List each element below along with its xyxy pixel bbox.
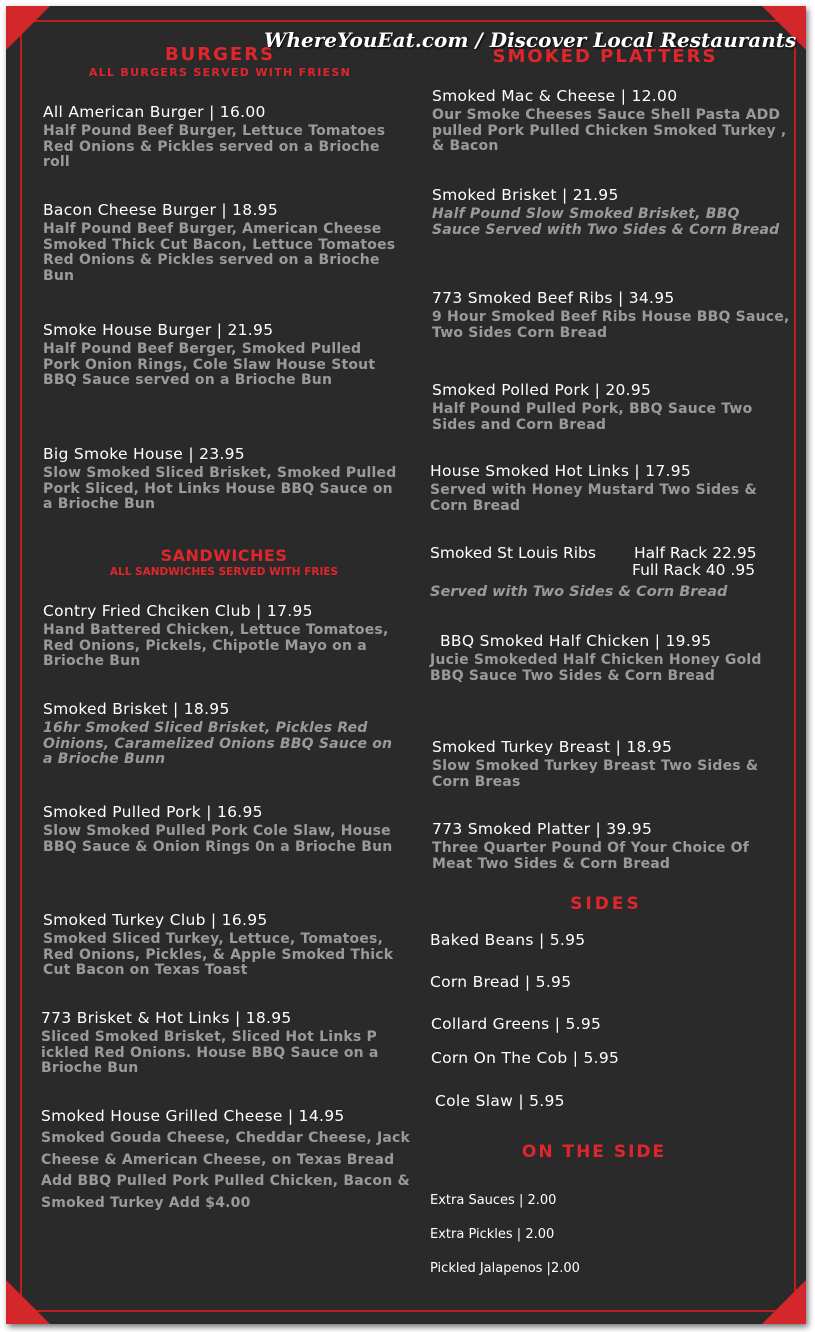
sandwiches-title: SANDWICHES [160,546,288,565]
corner-decoration-bottom-left [6,1280,50,1324]
menu-item-773-brisket-hot-links [41,1008,401,1077]
item-name: BBQ Smoked Half Chicken | 19.95 [440,632,712,650]
item-name: Smoked Brisket | 21.95 [432,186,619,204]
item-description: Three Quarter Pound Of Your Choice Of Meat Two Sides & Corn Bread [432,840,749,872]
extra-item-pickles: Extra Pickles | 2.00 [430,1227,555,1242]
menu-item-smoked-brisket-sandwich [43,699,403,768]
item-description: Half Pound Slow Smoked Brisket, BBQ Sauce Served with Two Sides & Corn Bread [432,206,780,238]
extra-item-pickled-jalapenos: Pickled Jalapenos |2.00 [430,1261,580,1276]
site-watermark: WhereYouEat.com / Discover Local Restaurants [264,28,797,52]
item-name: Smoked Polled Pork | 20.95 [432,381,652,399]
item-name: Big Smoke House | 23.95 [43,445,245,463]
item-description: 9 Hour Smoked Beef Ribs House BBQ Sauce, Two Sides Corn Bread [432,309,790,341]
side-item-corn-bread: Corn Bread | 5.95 [430,973,572,991]
side-item-cole-slaw: Cole Slaw | 5.95 [435,1092,565,1110]
item-description: Half Pound Beef Burger, Lettuce Tomatoes Red Onions & Pickles served on a Brioche roll [43,123,386,170]
item-description: Smoked Gouda Cheese, Cheddar Cheese, Jack Cheese & American Cheese, on Texas Bread [41,1130,411,1168]
menu-item-773-smoked-platter [432,819,792,872]
menu-item-smoked-pulled-pork-sandwich [43,802,403,855]
item-name: All American Burger | 16.00 [43,103,266,121]
menu-item-country-fried-chicken-club [43,601,403,670]
item-name: Smoked Mac & Cheese | 12.00 [432,87,678,105]
item-description: Sliced Smoked Brisket, Sliced Hot Links P ickled Red Onions. House BBQ Sauce on a Brioche Bun [41,1029,379,1076]
item-name: House Smoked Hot Links | 17.95 [430,462,692,480]
item-description: Smoked Sliced Turkey, Lettuce, Tomatoes, Red Onions, Pickles, & Apple Smoked Thick Cut Bacon on Texas Toast [43,931,394,978]
menu-item-smoked-mac-cheese [432,86,792,155]
item-name: Smoked St Louis Ribs [430,544,596,562]
item-description: Jucie Smokeded Half Chicken Honey Gold BBQ Sauce Two Sides & Corn Bread [430,652,762,684]
item-description: Slow Smoked Sliced Brisket, Smoked Pulled Pork Sliced, Hot Links House BBQ Sauce on a Brioche Bun [43,465,397,512]
item-name: Smoked Brisket | 18.95 [43,700,230,718]
platters-title: SMOKED PLATTERS [492,46,718,67]
menu-item-big-smoke-house [43,444,403,513]
menu-item-773-smoked-beef-ribs [432,288,792,341]
menu-item-all-american-burger [43,102,403,171]
item-description: Our Smoke Cheeses Sauce Shell Pasta ADD pulled Pork Pulled Chicken Smoked Turkey , & Bacon [432,107,787,154]
item-price-half-rack: Half Rack 22.95 [634,544,757,562]
extra-item-sauces: Extra Sauces | 2.00 [430,1193,557,1208]
side-item-corn-on-the-cob: Corn On The Cob | 5.95 [431,1049,620,1067]
item-description: Half Pound Pulled Pork, BBQ Sauce Two Sides and Corn Bread [432,401,753,433]
item-description: Slow Smoked Turkey Breast Two Sides & Corn Breas [432,758,759,790]
menu-item-smoked-polled-pork [432,380,792,433]
menu-item-smoked-turkey-breast [432,737,792,790]
item-name: Bacon Cheese Burger | 18.95 [43,201,278,219]
menu-item-smoked-turkey-club [43,910,403,979]
burgers-title: BURGERS [164,44,276,65]
menu-item-smoked-house-grilled-cheese [41,1106,411,1214]
item-name: 773 Brisket & Hot Links | 18.95 [41,1009,292,1027]
side-item-baked-beans: Baked Beans | 5.95 [430,931,586,949]
item-description: Slow Smoked Pulled Pork Cole Slaw, House BBQ Sauce & Onion Rings 0n a Brioche Bun [43,823,393,855]
sandwiches-subtitle: ALL SANDWICHES SERVED WITH FRIES [109,566,339,578]
corner-decoration-bottom-right [762,1280,806,1324]
item-price-full-rack: Full Rack 40 .95 [632,561,756,579]
item-name: Smoke House Burger | 21.95 [43,321,274,339]
item-name: Contry Fried Chciken Club | 17.95 [43,602,313,620]
menu-item-house-smoked-hot-links [430,461,790,514]
item-description: Hand Battered Chicken, Lettuce Tomatoes, Red Onions, Pickels, Chipotle Mayo on a Brioche Bun [43,622,389,669]
item-extra-note: Add BBQ Pulled Pork Pulled Chicken, Bacon & Smoked Turkey Add $4.00 [41,1173,410,1211]
on-the-side-title: ON THE SIDE [521,1142,667,1162]
item-description: Half Pound Beef Berger, Smoked Pulled Pork Onion Rings, Cole Slaw House Stout BBQ Sauce served on a Brioche Bun [43,341,376,388]
item-description: Half Pound Beef Burger, American Cheese Smoked Thick Cut Bacon, Lettuce Tomatoes Red Onions & Pickles served on a Brioche Bun [43,221,396,284]
sides-title: SIDES [570,894,642,914]
item-description: Served with Two Sides & Corn Bread [430,584,728,600]
burgers-subtitle: ALL BURGERS SERVED WITH FRIESN [88,66,352,79]
item-name: Smoked Turkey Club | 16.95 [43,911,268,929]
item-name: Smoked Turkey Breast | 18.95 [432,738,673,756]
menu-item-smoked-brisket-platter [432,185,792,238]
menu-item-smoke-house-burger [43,320,403,389]
item-description: Served with Honey Mustard Two Sides & Corn Bread [430,482,757,514]
menu-item-bacon-cheese-burger [43,200,403,284]
item-name: Smoked Pulled Pork | 16.95 [43,803,263,821]
item-name: 773 Smoked Platter | 39.95 [432,820,653,838]
side-item-collard-greens: Collard Greens | 5.95 [431,1015,602,1033]
item-name: Smoked House Grilled Cheese | 14.95 [41,1107,345,1125]
item-name: 773 Smoked Beef Ribs | 34.95 [432,289,675,307]
item-description: 16hr Smoked Sliced Brisket, Pickles Red Oinions, Caramelized Onions BBQ Sauce on a Brioche Bunn [43,720,393,767]
menu-item-bbq-smoked-half-chicken [430,631,790,684]
